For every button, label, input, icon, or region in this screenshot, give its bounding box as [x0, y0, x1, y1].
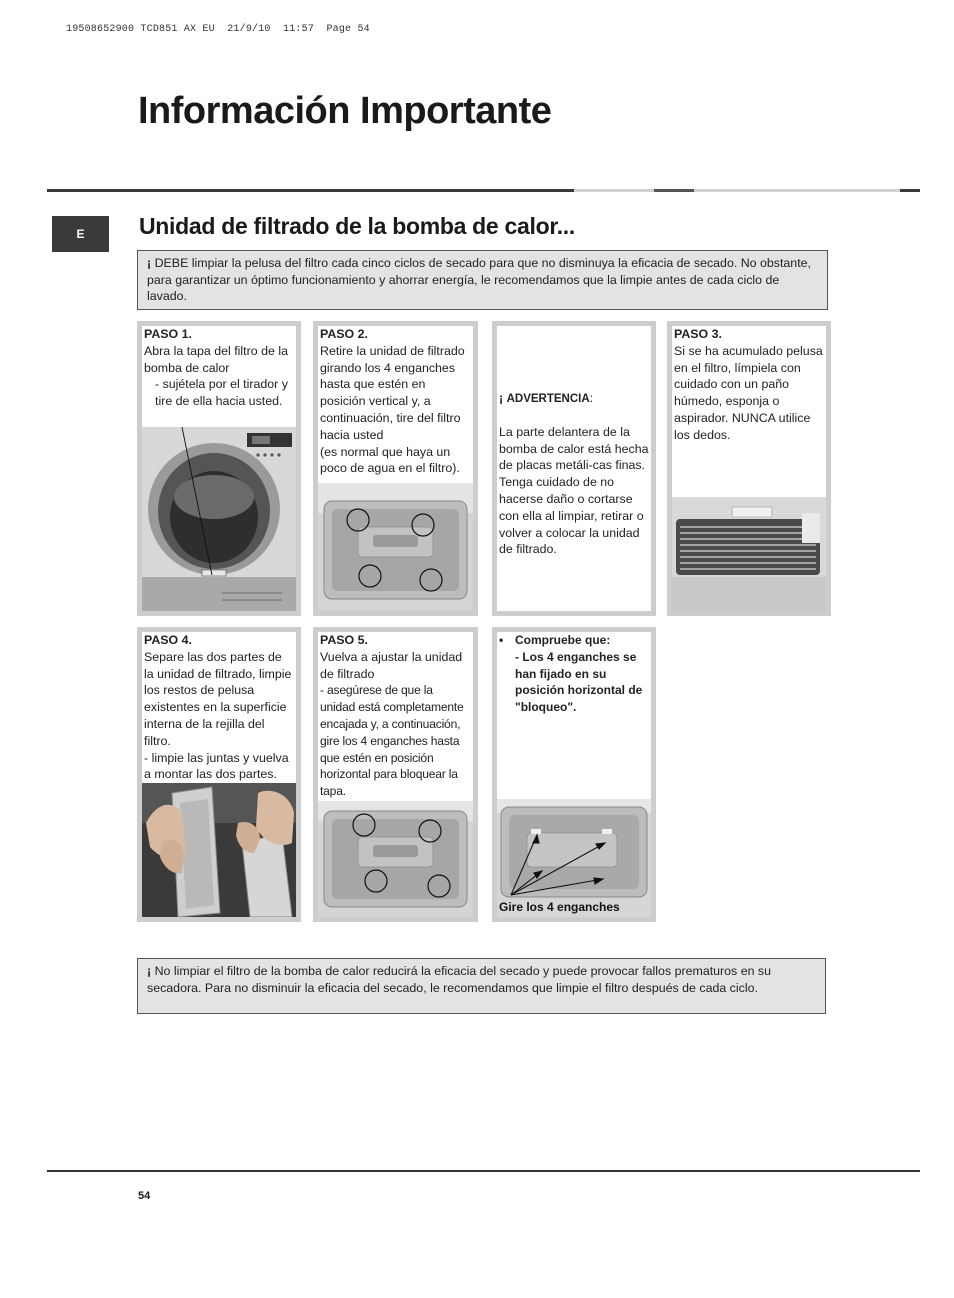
step2-line2: (es normal que haya un poco de agua en el filtro).	[320, 444, 460, 476]
bottom-notice-text: No limpiar el filtro de la bomba de calor reducirá la eficacia del secado y puede provocar fallos prematuros en su secadora. Para no disminuir la eficacia del secado, le recomendamos que limpie el filtro después de cada ciclo.	[147, 964, 772, 995]
check-heading: Compruebe que:	[515, 633, 611, 647]
step4-heading: PASO 4.	[144, 633, 192, 647]
step4-panel	[137, 627, 301, 922]
warning-heading: ADVERTENCIA	[506, 393, 590, 405]
step3-panel	[667, 321, 831, 616]
notice-mark: ¡	[147, 256, 152, 270]
header-rule-dark-2	[654, 189, 694, 192]
header-rule-dark-1	[47, 189, 574, 192]
top-notice-text: DEBE limpiar la pelusa del filtro cada cinco ciclos de secado para que no disminuya la eficacia de secado. No obstante, para garantizar un óptimo funcionamiento y ahorrar energía, le recomendamos que la limpie antes de cada ciclo de lavado.	[147, 256, 811, 303]
step3-heading: PASO 3.	[674, 327, 722, 341]
step5-photo-filter-refit	[318, 801, 473, 917]
warning-text: La parte delantera de la bomba de calor está hecha de placas metáli-cas finas. Tenga cuidado de no hacerse daño o cortarse con ella al limpiar, retirar o volver a colocar la unidad de filtrado.	[499, 424, 649, 557]
language-tab: E	[52, 216, 109, 252]
check-item: - Los 4 enganches se han fijado en su posición horizontal de "bloqueo".	[515, 649, 643, 715]
header-rule-dark-3	[900, 189, 920, 192]
step3-text: Si se ha acumulado pelusa en el filtro, límpiela con cuidado con un paño húmedo, esponja o aspirador. NUNCA utilice los dedos.	[674, 343, 823, 442]
check-caption: Gire los 4 enganches	[499, 900, 620, 914]
step3-photo-filter-coil	[672, 497, 826, 611]
page-title: Información Importante	[138, 90, 552, 132]
step1-line1: Abra la tapa del filtro de la bomba de calor	[144, 343, 288, 375]
top-notice	[137, 250, 828, 310]
step5-panel	[313, 627, 478, 922]
step2-panel	[313, 321, 478, 616]
bottom-notice-mark: ¡	[147, 964, 152, 978]
check-bullet: •	[499, 633, 504, 647]
warning-panel	[492, 321, 656, 616]
check-panel	[492, 627, 656, 922]
footer-rule	[47, 1170, 920, 1172]
step5-line1: Vuelva a ajustar la unidad de filtrado	[320, 649, 463, 681]
step1-panel	[137, 321, 301, 616]
warning-colon: :	[589, 391, 594, 405]
step2-line1: Retire la unidad de filtrado girando los 4 enganches hasta que estén en posición vertical y, a continuación, tire del filtro hacia usted	[320, 343, 465, 442]
step1-photo-dryer-front	[142, 427, 296, 611]
print-metadata: 19508652900 TCD851 AX EU 21/9/10 11:57 Page 54	[66, 24, 370, 35]
step2-photo-filter-cover	[318, 483, 473, 611]
step1-line2: - sujétela por el tirador y tire de ella hacia usted.	[155, 377, 288, 409]
step4-photo-hands-separating	[142, 783, 296, 917]
bottom-notice	[137, 958, 826, 1014]
section-title: Unidad de filtrado de la bomba de calor...	[139, 213, 575, 239]
step5-heading: PASO 5.	[320, 633, 368, 647]
step4-line1: Separe las dos partes de la unidad de filtrado, limpie los restos de pelusa existentes en la superficie interna de la rejilla del filtro.	[144, 649, 292, 748]
warning-mark: ¡	[499, 391, 504, 405]
header-rule-light-1	[574, 189, 654, 192]
header-rule-light-2	[694, 189, 900, 192]
step2-heading: PASO 2.	[320, 327, 368, 341]
step4-line2: - limpie las juntas y vuelva a montar las dos partes.	[144, 750, 289, 782]
step1-heading: PASO 1.	[144, 327, 192, 341]
step5-line2: - asegúrese de que la unidad está completamente encajada y, a continuación, gire los 4 enganches hasta que estén en posición horizontal para bloquear la tapa.	[320, 683, 464, 799]
page-number: 54	[138, 1190, 151, 1202]
